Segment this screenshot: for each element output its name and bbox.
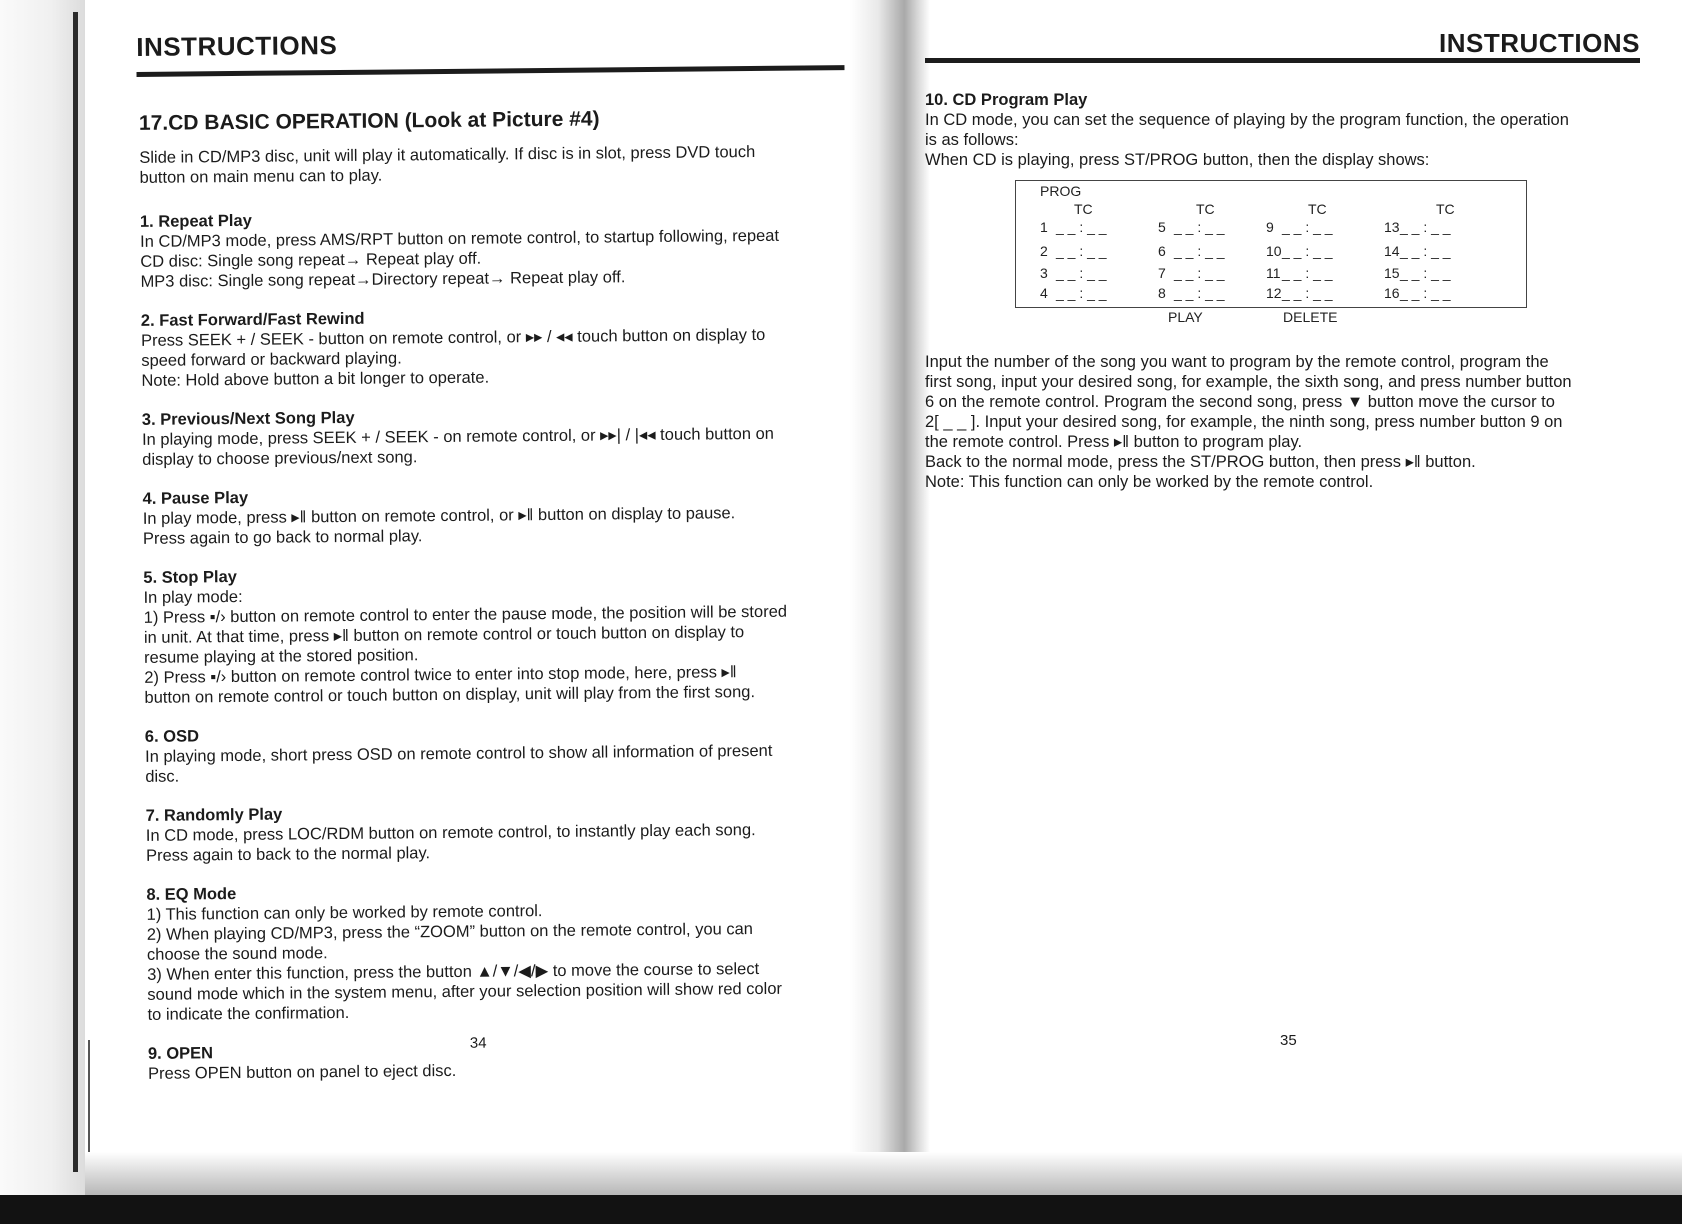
slot-number: 7 [1158, 265, 1166, 281]
section-line: resume playing at the stored position. [144, 646, 419, 667]
slot-number: 3 [1040, 265, 1048, 281]
section-3 [142, 403, 853, 470]
slot-time: _ _ : _ _ [1400, 265, 1451, 281]
scanner-bottom-bar [0, 1195, 1682, 1224]
section-line: is as follows: [925, 131, 1019, 149]
slot-number: 11 [1266, 265, 1281, 281]
slot-number: 15 [1384, 265, 1400, 281]
page-bottom-shadow [85, 1152, 1682, 1196]
slot-time: _ _ : _ _ [1174, 285, 1225, 301]
section-line: Press SEEK + / SEEK - button on remote control, or ▸▸ / ◂◂ touch button on display to [140, 325, 766, 350]
intro-line: Slide in CD/MP3 disc, unit will play it automatically. If disc is in slot, press DVD touch [139, 143, 756, 167]
section-title: 10. CD Program Play [925, 91, 1088, 109]
section-line: disc. [145, 767, 180, 786]
body-line: Input the number of the song you want to program by the remote control, program the [925, 353, 1549, 371]
right-page-header: INSTRUCTIONS [1439, 28, 1640, 58]
body-line: 6 on the remote control. Program the second song, press ▼ button move the cursor to [925, 393, 1555, 411]
section-line: In play mode: [143, 587, 243, 607]
section-title: 3. Previous/Next Song Play [141, 408, 355, 429]
section-line: Press OPEN button on panel to eject disc. [148, 1061, 457, 1083]
slot-number: 13 [1384, 219, 1400, 235]
tc-column-label: TC [1196, 201, 1215, 217]
slot-number: 16 [1384, 285, 1400, 301]
section-line: sound mode which in the system menu, after your selection position will show red color [147, 979, 783, 1004]
slot-time: _ _ : _ _ [1400, 219, 1451, 235]
section-line: In playing mode, press SEEK + / SEEK - on remote control, or ▸▸| / |◂◂ touch button on [141, 424, 774, 449]
right-page [920, 20, 1640, 1130]
page-number-right: 35 [1280, 1032, 1297, 1049]
section-title: 9. OPEN [147, 1044, 214, 1063]
section-title: 7. Randomly Play [145, 805, 283, 825]
section-4 [143, 482, 854, 549]
section-title: 4. Pause Play [142, 488, 249, 508]
left-page-header: INSTRUCTIONS [136, 30, 338, 62]
binding-edge-inner [88, 1040, 90, 1170]
section-line: 2) Press ▪/› button on remote control twice to enter into stop mode, here, press ▸‖ [144, 663, 737, 687]
play-label: PLAY [1168, 309, 1203, 325]
section-line: MP3 disc: Single song repeat→Directory repeat→ Repeat play off. [140, 268, 626, 291]
section-title: 1. Repeat Play [139, 211, 252, 231]
slot-time: _ _ : _ _ [1174, 265, 1225, 281]
section-line: Press again to go back to normal play. [142, 527, 423, 548]
tc-column-label: TC [1308, 201, 1327, 217]
body-line: Note: This function can only be worked by the remote control. [925, 473, 1374, 491]
section-line: 2) When playing CD/MP3, press the “ZOOM” button on the remote control, you can [146, 920, 754, 944]
slot-number: 12 [1266, 285, 1282, 301]
page-number-left: 34 [469, 1034, 487, 1052]
slot-number: 14 [1384, 243, 1400, 259]
slot-time: _ _ : _ _ [1056, 285, 1107, 301]
slot-time: _ _ : _ _ [1282, 243, 1333, 259]
section-line: In CD/MP3 mode, press AMS/RPT button on remote control, to startup following, repeat [140, 226, 780, 251]
section-7 [146, 799, 857, 866]
slot-time: _ _ : _ _ [1056, 219, 1107, 235]
section-line: In CD mode, press LOC/RDM button on remote control, to instantly play each song. [145, 821, 756, 845]
section-line: In playing mode, short press OSD on remote control to show all information of present [144, 741, 773, 766]
slot-time: _ _ : _ _ [1174, 219, 1225, 235]
left-header-rule [136, 65, 844, 77]
section-line: When CD is playing, press ST/PROG button, then the display shows: [925, 151, 1430, 169]
section-title: 8. EQ Mode [146, 885, 237, 904]
slot-time: _ _ : _ _ [1282, 285, 1333, 301]
slot-time: _ _ : _ _ [1174, 243, 1225, 259]
slot-time: _ _ : _ _ [1056, 243, 1107, 259]
section-line: choose the sound mode. [146, 944, 328, 964]
section-line: In play mode, press ▸‖ button on remote control, or ▸‖ button on display to pause. [142, 504, 736, 528]
slot-number: 8 [1158, 285, 1166, 301]
section-line: 3) When enter this function, press the button ▲/▼/◀/▶ to move the course to select [147, 960, 760, 984]
slot-number: 4 [1040, 285, 1048, 301]
section-6 [145, 720, 856, 787]
body-line: Back to the normal mode, press the ST/PROG button, then press ▸‖ button. [925, 453, 1476, 471]
intro-line: button on main menu can to play. [139, 166, 383, 187]
section-line: CD disc: Single song repeat→ Repeat play off. [140, 249, 482, 271]
tc-column-label: TC [1074, 201, 1093, 217]
slot-number: 10 [1266, 243, 1282, 259]
section-line: button on remote control or touch button on display, unit will play from the first song. [144, 683, 756, 707]
section-5 [143, 561, 854, 708]
prog-label: PROG [1040, 183, 1082, 199]
section-line: Press again to back to the normal play. [145, 844, 431, 865]
chapter-intro [139, 141, 849, 188]
slot-number: 6 [1158, 243, 1166, 259]
tc-column-label: TC [1436, 201, 1455, 217]
slot-time: _ _ : _ _ [1282, 265, 1333, 281]
body-line: first song, input your desired song, for example, the sixth song, and press number button [925, 373, 1572, 391]
section-line: in unit. At that time, press ▸‖ button on remote control or touch button on display to [143, 623, 745, 647]
program-play-section [925, 90, 1637, 170]
slot-time: _ _ : _ _ [1282, 219, 1333, 235]
section-line: display to choose previous/next song. [142, 448, 418, 469]
slot-time: _ _ : _ _ [1056, 265, 1107, 281]
section-1 [140, 205, 851, 292]
program-instructions [925, 352, 1640, 492]
section-9 [147, 1034, 858, 1084]
delete-label: DELETE [1283, 309, 1338, 325]
slot-time: _ _ : _ _ [1400, 243, 1451, 259]
slot-time: _ _ : _ _ [1400, 285, 1451, 301]
program-display [1015, 180, 1527, 325]
body-line: the remote control. Press ▸‖ button to program play. [925, 433, 1303, 451]
slot-number: 9 [1266, 219, 1274, 235]
slot-number: 2 [1040, 243, 1048, 259]
slot-number: 1 [1040, 219, 1048, 235]
section-title: 5. Stop Play [143, 568, 237, 587]
binding-edge [73, 12, 78, 1172]
chapter-title: 17.CD BASIC OPERATION (Look at Picture #4) [138, 107, 600, 135]
section-line: In CD mode, you can set the sequence of playing by the program function, the operation [925, 111, 1569, 129]
section-8 [146, 878, 857, 1025]
section-line: Note: Hold above button a bit longer to operate. [141, 368, 490, 390]
section-line: speed forward or backward playing. [141, 349, 402, 370]
body-line: 2[ _ _ ]. Input your desired song, for example, the ninth song, press number button 9 on [925, 413, 1563, 431]
section-line: 1) This function can only be worked by remote control. [146, 902, 543, 924]
section-list [140, 205, 859, 1103]
section-line: 1) Press ▪/› button on remote control to enter the pause mode, the position will be stored [143, 602, 788, 627]
left-page [130, 13, 871, 1130]
section-title: 2. Fast Forward/Fast Rewind [140, 309, 365, 330]
slot-number: 5 [1158, 219, 1166, 235]
section-2 [141, 304, 852, 391]
section-title: 6. OSD [144, 727, 200, 746]
right-header-rule [925, 58, 1640, 63]
section-line: to indicate the confirmation. [147, 1003, 350, 1024]
